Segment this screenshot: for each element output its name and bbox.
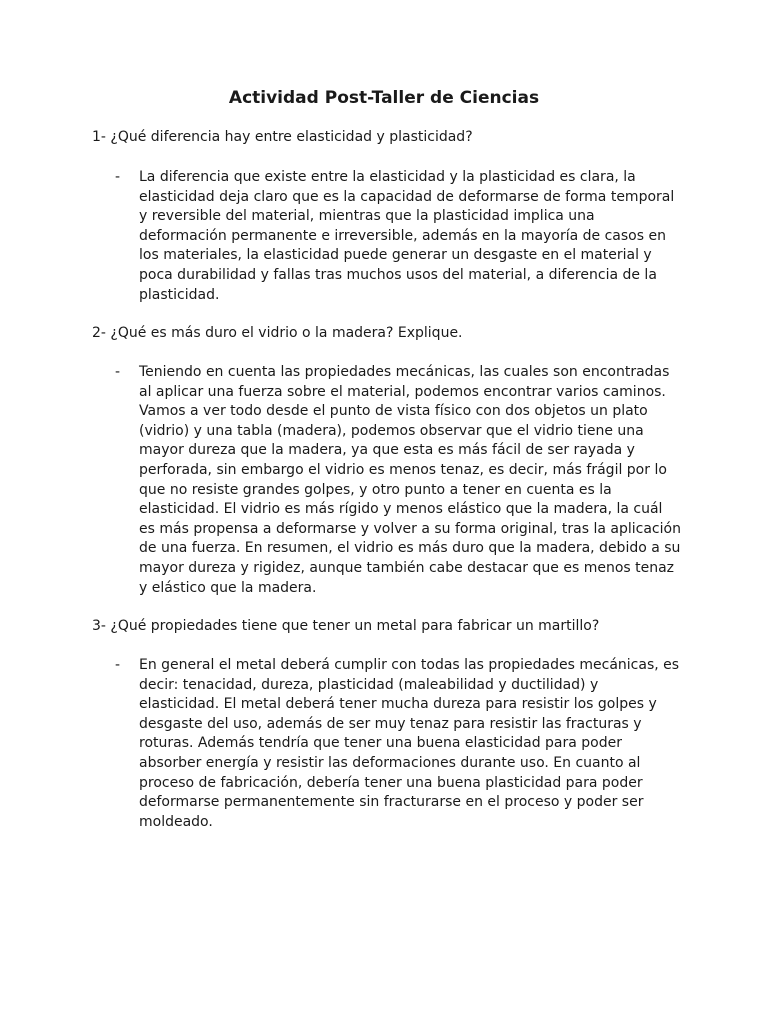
answer-line: los materiales, la elasticidad puede generar un desgaste en el material y (139, 247, 652, 264)
answer-line: Teniendo en cuenta las propiedades mecánicas, las cuales son encontradas (139, 364, 670, 380)
answer-line: La diferencia que existe entre la elasticidad y la plasticidad es clara, la (139, 169, 636, 185)
answer-line: y reversible del material, mientras que la plasticidad implica una (139, 208, 595, 225)
answer-line: roturas. Además tendría que tener una buena elasticidad para poder (139, 735, 623, 752)
answer-line: deformación permanente e irreversible, además en la mayoría de casos en (139, 227, 666, 244)
answer-line: proceso de fabricación, debería tener una buena plasticidad para poder (139, 774, 643, 791)
answer-line: Vamos a ver todo desde el punto de vista físico con dos objetos un plato (139, 403, 648, 420)
answer-line: perforada, sin embargo el vidrio es menos tenaz, es decir, más frágil por lo (139, 461, 667, 478)
answer-line: mayor dureza y rigidez, aunque también cabe destacar que es menos tenaz (139, 559, 675, 576)
answer-line: moldeado. (139, 813, 213, 830)
answer-line: es más propensa a deformarse y volver a su forma original, tras la aplicación (139, 520, 681, 537)
answer-line: de una fuerza. En resumen, el vidrio es más duro que la madera, debido a su (139, 540, 681, 557)
answer-line: que no resiste grandes golpes, y otro punto a tener en cuenta es la (139, 481, 612, 498)
answer-line: desgaste del uso, además de ser muy tenaz para resistir las fracturas y (139, 715, 642, 732)
bullet-dash: - (115, 657, 121, 673)
answer-3-text (139, 656, 689, 832)
question-2: 2- ¿Qué es más duro el vidrio o la madera? Explique. (92, 325, 463, 341)
question-3: 3- ¿Qué propiedades tiene que tener un metal para fabricar un martillo? (92, 618, 600, 634)
bullet-dash: - (115, 169, 121, 185)
answer-line: al aplicar una fuerza sobre el material, podemos encontrar varios caminos. (139, 383, 666, 400)
answer-line: deformarse permanentemente sin fracturarse en el proceso y poder ser (139, 794, 644, 811)
answer-line: absorber energía y resistir las deformaciones durante uso. En cuanto al (139, 754, 641, 771)
answer-line: plasticidad. (139, 286, 220, 303)
answer-line: elasticidad deja claro que es la capacidad de deformarse de forma temporal (139, 188, 675, 205)
answer-line: mayor dureza que la madera, ya que esta es más fácil de ser rayada y (139, 442, 635, 459)
document-title: Actividad Post-Taller de Ciencias (228, 88, 540, 108)
answer-2-text (139, 363, 689, 598)
question-1: 1- ¿Qué diferencia hay entre elasticidad y plasticidad? (92, 129, 473, 145)
bullet-dash: - (115, 364, 121, 380)
answer-line: elasticidad. El vidrio es más rígido y menos elástico que la madera, la cuál (139, 501, 663, 518)
answer-line: (vidrio) y una tabla (madera), podemos observar que el vidrio tiene una (139, 422, 644, 439)
answer-line: decir: tenacidad, dureza, plasticidad (maleabilidad y ductilidad) y (139, 676, 599, 693)
answer-line: y elástico que la madera. (139, 579, 317, 596)
answer-line: En general el metal deberá cumplir con todas las propiedades mecánicas, es (139, 657, 680, 673)
answer-line: poca durabilidad y fallas tras muchos usos del material, a diferencia de la (139, 266, 657, 283)
answer-line: elasticidad. El metal deberá tener mucha dureza para resistir los golpes y (139, 696, 657, 713)
answer-1-text (139, 168, 689, 305)
